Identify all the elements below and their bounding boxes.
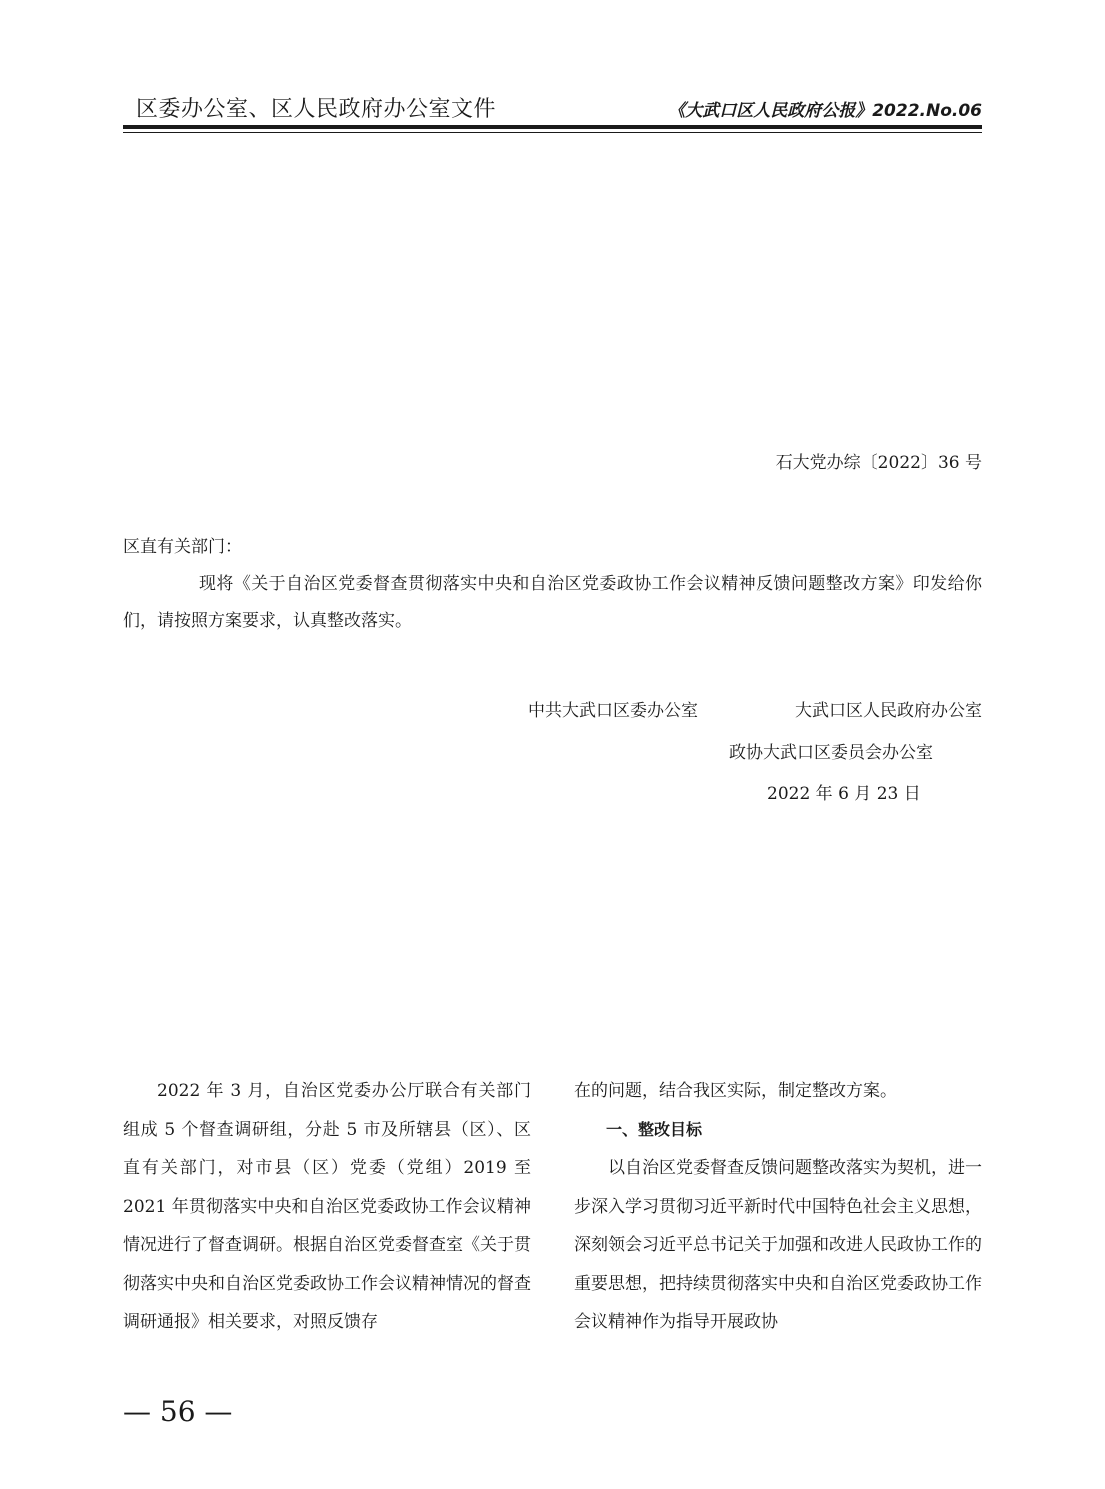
recipient: 区直有关部门： (123, 537, 242, 557)
running-header-left: 区委办公室、区人民政府办公室文件 (136, 97, 497, 122)
body-column-right (574, 1072, 982, 1342)
issuer-cppcc-office: 政协大武口区委员会办公室 (729, 743, 933, 763)
body-paragraph: 以自治区党委督查反馈问题整改落实为契机，进一步深入学习贯彻习近平新时代中国特色社会主义思想，深刻领会习近平总书记关于加强和改进人民政协工作的重要思想，把持续贯彻落实中央和自治区党委政协工作会议精神作为指导开展政协 (574, 1158, 982, 1332)
issuer-government-office: 大武口区人民政府办公室 (795, 701, 982, 721)
body-column-left (123, 1072, 531, 1342)
issue-date: 2022 年 6 月 23 日 (767, 784, 921, 804)
issuer-party-committee-office: 中共大武口区委办公室 (528, 701, 698, 721)
header-rule-thick (123, 125, 982, 129)
page-number: — 56 — (123, 1395, 233, 1428)
running-header-right: 《大武口区人民政府公报》2022.No.06 (668, 101, 982, 121)
notice-paragraph: 现将《关于自治区党委督查贯彻落实中央和自治区党委政协工作会议精神反馈问题整改方案》印发给你们，请按照方案要求，认真整改落实。 (123, 574, 982, 631)
document-number: 石大党办综〔2022〕36 号 (775, 453, 982, 473)
body-paragraph-continued: 在的问题，结合我区实际，制定整改方案。 (574, 1081, 897, 1101)
header-rule-thin (123, 132, 982, 133)
body-paragraph: 2022 年 3 月，自治区党委办公厅联合有关部门组成 5 个督查调研组，分赴 5 市及所辖县（区）、区直有关部门，对市县（区）党委（党组）2019 至 2021 年贯彻落实中央和自治区党委政协工作会议精神情况进行了督查调研。根据自治区党委督查室《关于贯彻落实中央和自治区党委政协工作会议精神情况的督查调研通报》相关要求，对照反馈存 (123, 1081, 531, 1332)
section-heading: 一、整改目标 (606, 1119, 703, 1139)
